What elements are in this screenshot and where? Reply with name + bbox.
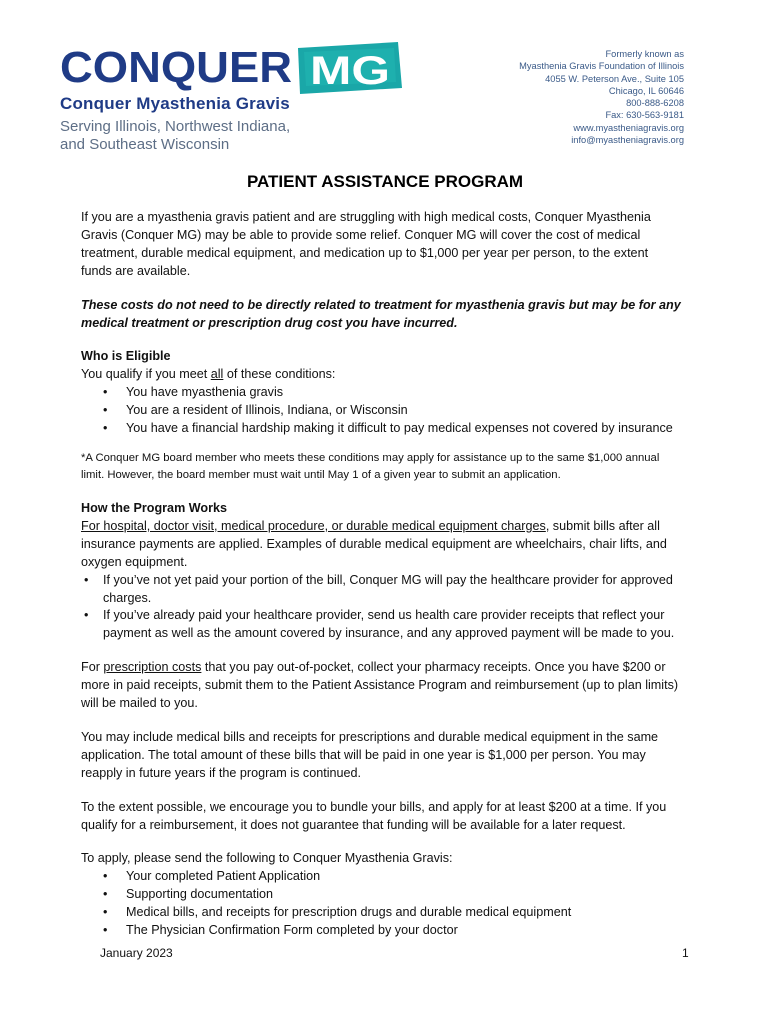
hospital-charges-paragraph: For hospital, doctor visit, medical procedure, or durable medical equipment charges, submit bills after all insurance payments are applied. Examples of durable medical equipment are wheelchairs, chair lifts, and oxygen equipment.: [81, 518, 667, 569]
all-emphasis: all: [210, 367, 224, 382]
logo-subtitle: Conquer Myasthenia Gravis: [60, 94, 290, 113]
contact-fax: Fax: 630-563-9181: [605, 110, 684, 121]
footer-date: January 2023: [100, 946, 173, 960]
list-item: • You have myasthenia gravis: [81, 384, 681, 402]
document-body: [81, 209, 681, 940]
page-number: 1: [682, 946, 689, 960]
eligibility-lead: You qualify if you meet all of these conditions:: [81, 367, 336, 382]
payment-options-list: [81, 572, 681, 644]
contact-address-street: 4055 W. Peterson Ave., Suite 105: [545, 73, 684, 84]
logo-word: CONQUER: [60, 43, 292, 92]
service-area-line-1: Serving Illinois, Northwest Indiana,: [60, 118, 291, 135]
contact-email-link[interactable]: info@myastheniagravis.org: [571, 135, 684, 146]
prescription-paragraph: For prescription costs that you pay out-of-pocket, collect your pharmacy receipts. Once you have $200 or more in paid receipts, submit them to the Patient Assistance Program and reimbursement (up to plan limits) will be mailed to you.: [81, 660, 679, 711]
contact-phone: 800-888-6208: [626, 98, 684, 109]
list-item: • Supporting documentation: [81, 886, 681, 904]
bundle-bills-paragraph: To the extent possible, we encourage you to bundle your bills, and apply for at least $200 at a time. If you qualify for a reimbursement, it does not guarantee that funding will be available for a later request.: [81, 799, 667, 832]
contact-former-name-label: Formerly known as: [605, 49, 684, 59]
list-item: • The Physician Confirmation Form completed by your doctor: [81, 922, 681, 940]
list-item: • You are a resident of Illinois, Indiana, or Wisconsin: [81, 402, 681, 420]
list-item: • If you’ve not yet paid your portion of the bill, Conquer MG will pay the healthcare provider for approved charges.: [81, 572, 681, 608]
apply-checklist: [81, 868, 681, 940]
eligibility-heading: Who is Eligible: [81, 349, 171, 364]
list-item: • Medical bills, and receipts for prescription drugs and durable medical equipment: [81, 904, 681, 922]
intro-paragraph: If you are a myasthenia gravis patient and are struggling with high medical costs, Conquer Myasthenia Gravis (Conquer MG) may be able to provide some relief. Conquer MG will cover the cost of medical treatment, durable medical equipment, and medication up to $1,000 per year per person, to the extent funds are available.: [81, 210, 651, 278]
eligibility-list: [81, 384, 681, 438]
board-member-note: *A Conquer MG board member who meets these conditions may apply for assistance up to the same $1,000 annual limit. However, the board member must wait until May 1 of a given year to submit an application.: [81, 451, 660, 481]
combined-bills-paragraph: You may include medical bills and receipts for prescriptions and durable medical equipment in the same application. The total amount of these bills that will be paid in one year is $1,000 per person. You may reapply in future years if the program is continued.: [81, 729, 659, 780]
page-title: PATIENT ASSISTANCE PROGRAM: [246, 172, 524, 191]
logo-badge-text: MG: [310, 49, 390, 93]
contact-former-name: Myasthenia Gravis Foundation of Illinois: [519, 61, 684, 72]
how-it-works-heading: How the Program Works: [81, 500, 228, 515]
logo-graphic: [60, 42, 410, 94]
contact-website-link[interactable]: www.myastheniagravis.org: [573, 122, 684, 133]
contact-block: [424, 48, 684, 146]
contact-address-city: Chicago, IL 60646: [608, 85, 684, 96]
service-area: [60, 118, 290, 154]
emphasis-paragraph: These costs do not need to be directly related to treatment for myasthenia gravis but may be for any medical treatment or prescription drug cost you have incurred.: [81, 297, 681, 330]
conquer-mg-logo: [60, 42, 410, 152]
list-item: • You have a financial hardship making it difficult to pay medical expenses not covered by insurance: [81, 420, 681, 438]
apply-lead: To apply, please send the following to Conquer Myasthenia Gravis:: [81, 851, 453, 866]
list-item: • Your completed Patient Application: [81, 868, 681, 886]
service-area-line-2: and Southeast Wisconsin: [60, 136, 230, 153]
list-item: • If you’ve already paid your healthcare provider, send us health care provider receipts that reflect your payment as well as the amount covered by insurance, and any approved payment will be made to you.: [81, 607, 681, 643]
